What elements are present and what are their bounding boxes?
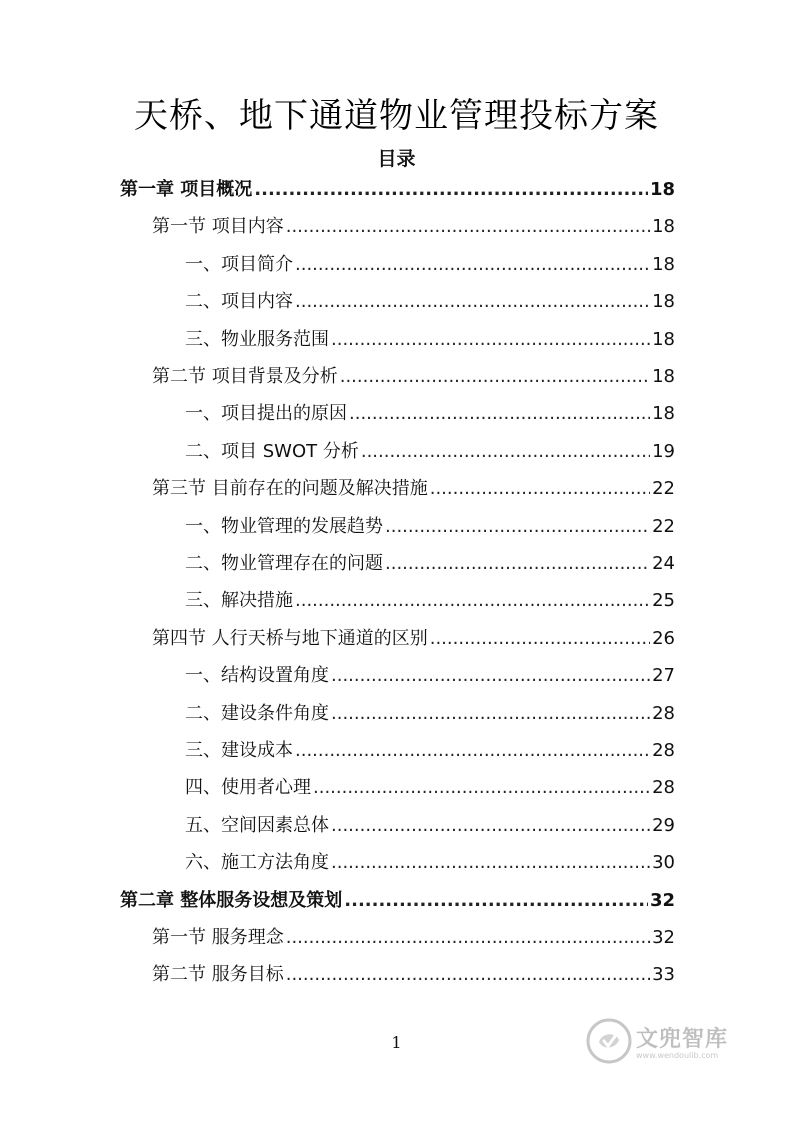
toc-leader-dots (361, 441, 650, 462)
toc-entry-label: 一、项目提出的原因 (185, 403, 347, 425)
wendou-logo-icon (586, 1018, 632, 1064)
toc-leader-dots (331, 665, 650, 686)
toc-leader-dots (331, 852, 650, 873)
toc-entry-label: 一、物业管理的发展趋势 (185, 515, 383, 537)
toc-entry[interactable] (185, 250, 675, 280)
toc-leader-dots (385, 553, 650, 574)
toc-entry[interactable] (185, 512, 675, 542)
toc-entry-label: 第四节 人行天桥与地下通道的区别 (152, 627, 428, 649)
toc-entry-label: 二、建设条件角度 (185, 702, 329, 724)
toc-entry-label: 一、结构设置角度 (185, 665, 329, 687)
toc-leader-dots (295, 740, 650, 761)
toc-entry-label: 二、项目 SWOT 分析 (185, 440, 359, 462)
watermark-title: 文兜智库 (636, 1027, 729, 1052)
toc-entry[interactable] (185, 549, 675, 579)
toc-entry[interactable] (152, 960, 675, 990)
toc-heading: 目录 (377, 148, 416, 170)
toc-entry-label: 三、物业服务范围 (185, 328, 329, 350)
toc-entry-page: 24 (652, 553, 675, 574)
toc-entry[interactable] (185, 399, 675, 429)
toc-entry-page: 18 (652, 216, 675, 238)
toc-entry[interactable] (185, 586, 675, 616)
toc-entry-label: 第二节 项目背景及分析 (152, 366, 338, 387)
toc-entry-page: 18 (652, 253, 675, 275)
toc-entry[interactable] (185, 325, 675, 355)
toc-entry-page: 28 (652, 740, 675, 761)
toc-entry-page: 32 (649, 889, 675, 911)
toc-leader-dots (331, 329, 650, 350)
toc-entry-page: 27 (652, 665, 675, 687)
toc-leader-dots (385, 516, 650, 537)
toc-entry-label: 第一章 项目概况 (120, 179, 253, 200)
toc-leader-dots (295, 254, 650, 275)
watermark-url: www.wendoulib.com (636, 1051, 719, 1060)
toc-entry-label: 四、使用者心理 (185, 777, 311, 799)
toc-entry-label: 二、物业管理存在的问题 (185, 553, 383, 574)
toc-leader-dots (430, 628, 650, 649)
toc-entry[interactable] (185, 811, 675, 841)
toc-entry-page: 25 (652, 590, 675, 612)
toc-entry-page: 32 (652, 927, 675, 948)
toc-entry-label: 三、建设成本 (185, 740, 293, 761)
toc-leader-dots (344, 890, 648, 911)
toc-entry-label: 六、施工方法角度 (185, 852, 329, 874)
toc-entry-page: 22 (652, 515, 675, 537)
toc-entry-label: 五、空间因素总体 (185, 814, 329, 836)
toc-leader-dots (286, 216, 650, 237)
toc-entry-label: 三、解决措施 (185, 590, 293, 612)
toc-entry[interactable] (152, 923, 675, 953)
toc-entry-page: 28 (652, 777, 675, 799)
toc-leader-dots (295, 291, 650, 312)
toc-entry-page: 19 (652, 440, 675, 462)
toc-entry-page: 18 (652, 328, 675, 350)
toc-entry-page: 18 (652, 366, 675, 387)
toc-leader-dots (286, 927, 650, 948)
toc-entry[interactable] (185, 661, 675, 691)
toc-entry[interactable] (185, 736, 675, 766)
toc-entry[interactable] (185, 287, 675, 317)
toc-entry[interactable] (185, 848, 675, 878)
toc-entry[interactable] (185, 773, 675, 803)
toc-entry-page: 28 (652, 702, 675, 724)
toc-entry-label: 第一节 项目内容 (152, 216, 284, 238)
toc-entry-label: 第三节 目前存在的问题及解决措施 (152, 478, 428, 500)
toc-entry-page: 22 (652, 478, 675, 500)
toc-entry[interactable] (185, 699, 675, 729)
toc-entry-page: 30 (652, 852, 675, 874)
toc-entry-page: 26 (652, 627, 675, 649)
document-title: 天桥、地下通道物业管理投标方案 (134, 96, 659, 136)
toc-leader-dots (331, 815, 650, 836)
toc-entry[interactable] (185, 437, 675, 467)
toc-entry[interactable] (152, 362, 675, 392)
toc-entry[interactable] (120, 175, 675, 205)
toc-entry-page: 29 (652, 814, 675, 836)
toc-leader-dots (254, 179, 648, 200)
toc-entry-label: 一、项目简介 (185, 253, 293, 275)
toc-leader-dots (313, 777, 650, 798)
toc-leader-dots (331, 703, 650, 724)
toc-leader-dots (286, 964, 650, 985)
toc-entry-page: 33 (652, 964, 675, 986)
toc-entry-page: 18 (649, 179, 675, 200)
toc-entry-page: 18 (652, 291, 675, 313)
toc-entry-label: 第二章 整体服务设想及策划 (120, 889, 343, 911)
toc-entry-page: 18 (652, 403, 675, 425)
page-number: 1 (391, 1033, 402, 1052)
toc-entry[interactable] (152, 212, 675, 242)
watermark (586, 1018, 728, 1064)
toc-entry-label: 第一节 服务理念 (152, 927, 284, 948)
toc-entry-label: 二、项目内容 (185, 291, 293, 313)
toc-leader-dots (295, 590, 650, 611)
toc-entry[interactable] (152, 624, 675, 654)
toc-leader-dots (340, 366, 650, 387)
toc-entry-label: 第二节 服务目标 (152, 964, 284, 986)
toc-entry[interactable] (152, 474, 675, 504)
toc-entry[interactable] (120, 886, 675, 916)
toc-leader-dots (430, 478, 650, 499)
toc-leader-dots (349, 403, 650, 424)
